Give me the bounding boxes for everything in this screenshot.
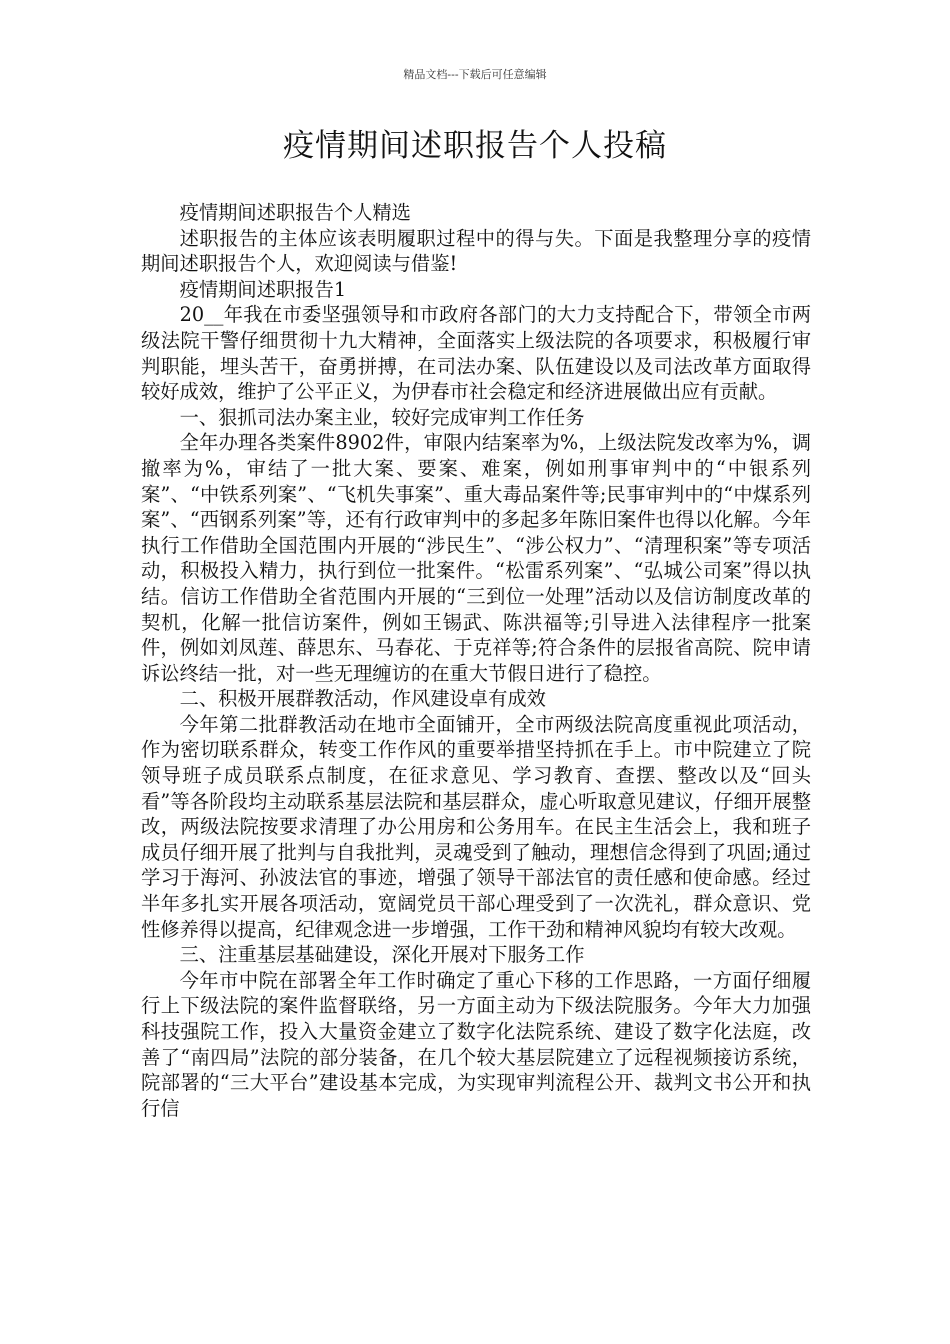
section-heading-2: 二、积极开展群教活动，作风建设卓有成效: [179, 687, 546, 711]
paragraph-report-heading: 疫情期间述职报告1: [179, 277, 347, 301]
section-heading-3: 三、注重基层基础建设，深化开展对下服务工作: [179, 943, 585, 967]
paragraph-subtitle: 疫情期间述职报告个人精选: [179, 201, 411, 224]
paragraph-body: 今年第二批群教活动在地市全面铺开，全市两级法院高度重视此项活动，作为密切联系群众，转变工作作风的重要举措坚持抓在手上。市中院建立了院领导班子成员联系点制度，在征求意见、学习教育、查摆、整改以及“回头看”等各阶段均主动联系基层法院和基层群众，虚心听取意见建议，仔细开展整改，两级法院按要求清理了办公用房和公务用车。在民主生活会上，我和班子成员仔细开展了批判与自我批判，灵魂受到了触动，理想信念得到了巩固;通过学习于海河、孙波法官的事迹，增强了领导干部法官的责任感和使命感。经过半年多扎实开展各项活动，宽阔党员干部心理受到了一次洗礼，群众意识、党性修养得以提高，纪律观念进一步增强，工作干劲和精神风貌均有较大改观。: [141, 712, 811, 941]
paragraph-intro: 述职报告的主体应该表明履职过程中的得与失。下面是我整理分享的疫情期间述职报告个人，欢迎阅读与借鉴!: [141, 226, 811, 276]
paragraph-body: 今年市中院在部署全年工作时确定了重心下移的工作思路，一方面仔细履行上下级法院的案件监督联络，另一方面主动为下级法院服务。今年大力加强科技强院工作，投入大量资金建立了数字化法院系统、建设了数字化法庭，改善了“南四局”法院的部分装备，在几个较大基层院建立了远程视频接访系统，院部署的“三大平台”建设基本完成，为实现审判流程公开、裁判文书公开和执行信: [141, 968, 811, 1120]
page-header-note: 精品文档---下载后可任意编辑: [403, 68, 547, 81]
section-heading-1: 一、狠抓司法办案主业，较好完成审判工作任务: [179, 405, 585, 429]
document-title: 疫情期间述职报告个人投稿: [283, 128, 667, 164]
paragraph-body: 全年办理各类案件8902件，审限内结案率为%，上级法院发改率为%，调撤率为%，审结了一批大案、要案、难案，例如刑事审判中的“中银系列案”、“中铁系列案”、“飞机失事案”、重大毒品案件等;民事审判中的“中煤系列案”、“西钢系列案”等，还有行政审判中的多起多年陈旧案件也得以化解。今年执行工作借助全国范围内开展的“涉民生”、“涉公权力”、“清理积案”等专项活动，积极投入精力，执行到位一批案件。“松雷系列案”、“弘城公司案”得以执结。信访工作借助全省范围内开展的“三到位一处理”活动以及信访制度改革的契机，化解一批信访案件，例如王锡武、陈洪福等;引导进入法律程序一批案件，例如刘凤莲、薛思东、马春花、于克祥等;符合条件的层报省高院、院申请诉讼终结一批，对一些无理缠访的在重大节假日进行了稳控。: [141, 431, 811, 685]
paragraph-body: 20__年我在市委坚强领导和市政府各部门的大力支持配合下，带领全市两级法院干警仔细贯彻十九大精神，全面落实上级法院的各项要求，积极履行审判职能，埋头苦干，奋勇拼搏，在司法办案、队伍建设以及司法改革方面取得较好成效，维护了公平正义，为伊春市社会稳定和经济进展做出应有贡献。: [141, 303, 811, 404]
document-body: [141, 200, 811, 1121]
